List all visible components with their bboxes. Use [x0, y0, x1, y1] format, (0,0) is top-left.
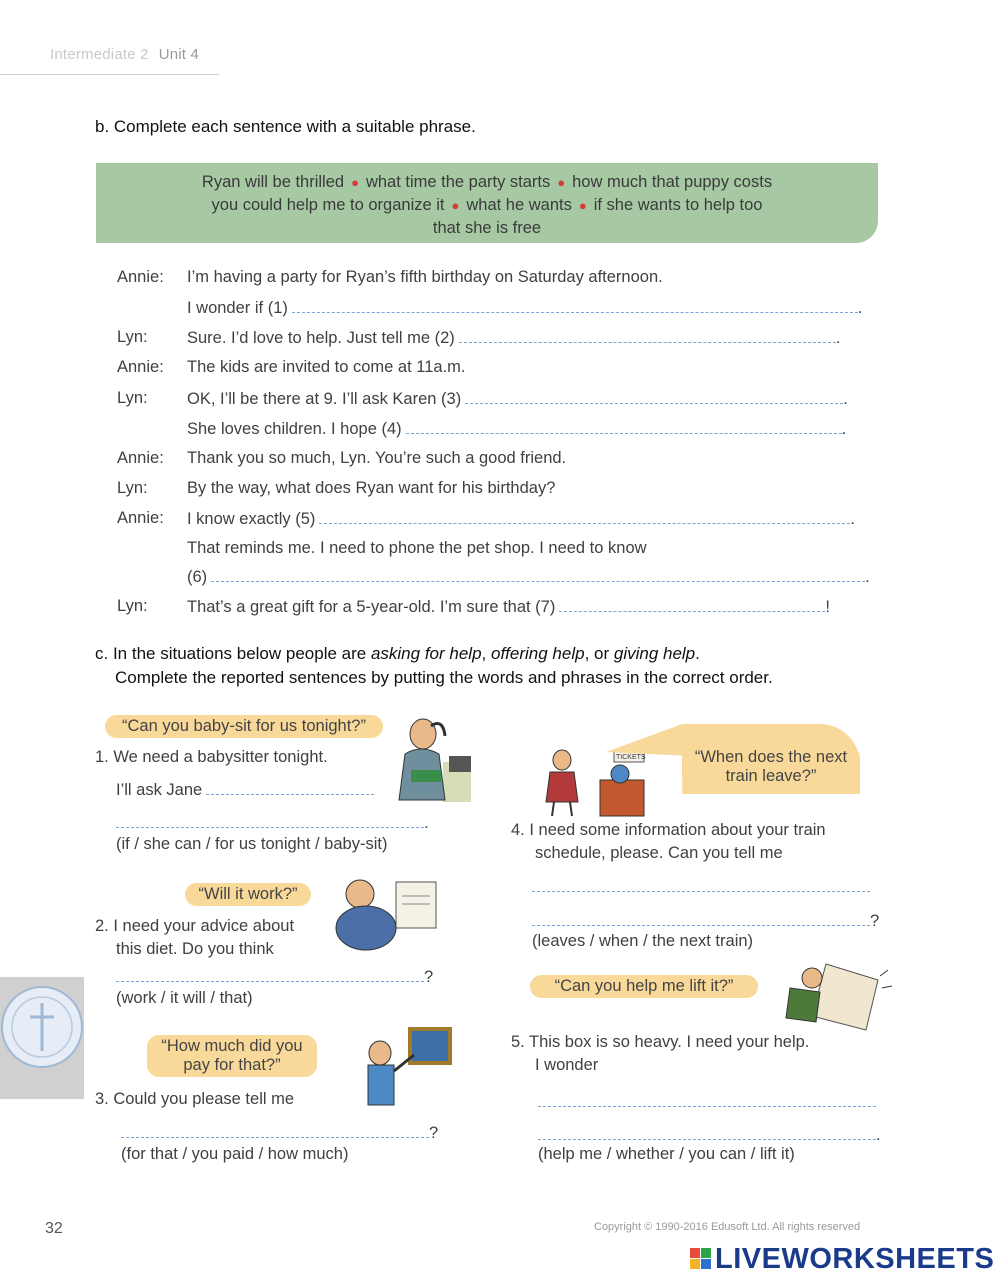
answer-blank-5[interactable]	[319, 509, 850, 524]
answer-blank-2[interactable]	[459, 328, 836, 343]
title-italic: offering help	[490, 644, 585, 663]
punct: ?	[429, 1124, 439, 1142]
answer-blank-7[interactable]	[559, 597, 825, 612]
brand-text: LIVEWORKSHEETS	[715, 1243, 995, 1275]
item-4-line1	[532, 877, 870, 897]
answer-blank-4[interactable]	[406, 419, 842, 434]
page-header	[50, 46, 199, 63]
speaker: Lyn:	[117, 328, 148, 346]
item-2-text: 2. I need your advice about	[95, 917, 295, 935]
section-c-title	[95, 644, 700, 664]
liveworksheets-logo[interactable]	[690, 1243, 994, 1276]
item-3-hint: (for that / you paid / how much)	[121, 1145, 349, 1163]
punct: .	[850, 510, 855, 528]
item-4-lead: schedule, please. Can you tell me	[535, 844, 783, 862]
answer-blank-c3[interactable]	[121, 1123, 429, 1138]
punct: .	[424, 814, 429, 832]
item-4-hint: (leaves / when / the next train)	[532, 932, 754, 950]
punct: ?	[870, 912, 880, 930]
phrase: you could help me to organize it	[211, 196, 445, 214]
phrase-box: Ryan will be thrilled ● what time the party starts ● how much that puppy costs you could help me to organize it ● what he wants ● if she wants to help too that she is free	[96, 163, 878, 243]
logo-grid-icon	[690, 1248, 712, 1270]
line-text: That reminds me. I need to phone the pet shop. I need to know	[187, 539, 647, 557]
section-b-title: b. Complete each sentence with a suitable phrase.	[95, 117, 476, 136]
speaker: Annie:	[117, 268, 164, 286]
punct: .	[835, 329, 841, 347]
line-text: I wonder if (1)	[187, 299, 288, 317]
line-text: She loves children. I hope (4)	[187, 420, 402, 438]
line-text: (6)	[187, 568, 208, 586]
phrase: what he wants	[466, 196, 572, 214]
line-text: Thank you so much, Lyn. You’re such a good friend.	[187, 449, 567, 467]
title-text: c. In the situations below people are	[95, 644, 371, 663]
title-italic: giving help	[613, 644, 696, 663]
line-text: By the way, what does Ryan want for his birthday?	[187, 479, 556, 497]
item-4-line2	[532, 911, 879, 931]
copyright: Copyright © 1990-2016 Edusoft Ltd. All rights reserved	[594, 1221, 861, 1233]
title-italic: asking for help	[370, 644, 482, 663]
item-1-hint: (if / she can / for us tonight / baby-sit)	[116, 835, 388, 853]
phrase: Ryan will be thrilled	[201, 173, 345, 191]
item-2-hint: (work / it will / that)	[116, 989, 253, 1007]
line-text: That’s a great gift for a 5-year-old. I’m sure that (7)	[187, 598, 556, 616]
answer-blank-c5b[interactable]	[538, 1125, 876, 1140]
answer-blank-c5a[interactable]	[538, 1092, 876, 1107]
line-text: I’m having a party for Ryan’s fifth birthday on Saturday afternoon.	[187, 268, 663, 286]
line-text: OK, I’ll be there at 9. I’ll ask Karen (3)	[187, 390, 462, 408]
item-5-text: 5. This box is so heavy. I need your help.	[511, 1033, 810, 1051]
lead-text: I’ll ask Jane	[116, 781, 203, 799]
phrase: that she is free	[432, 219, 542, 237]
speaker: Annie:	[117, 509, 164, 527]
item-5-line1	[538, 1092, 876, 1112]
answer-blank-3[interactable]	[465, 389, 843, 404]
punct: .	[865, 568, 870, 586]
speaker: Lyn:	[117, 597, 148, 615]
item-5-line2	[538, 1125, 881, 1145]
answer-blank-1[interactable]	[292, 298, 858, 313]
answer-blank-c4b[interactable]	[532, 911, 870, 926]
phrase: how much that puppy costs	[572, 173, 773, 191]
speaker: Lyn:	[117, 389, 148, 407]
man-with-diet-chart-illustration	[330, 874, 440, 954]
speech-bubble-4: “When does the next train leave?”	[682, 746, 860, 788]
ticket-booth-illustration	[540, 722, 660, 818]
speech-bubble-5: “Can you help me lift it?”	[530, 975, 758, 998]
phrase: what time the party starts	[365, 173, 551, 191]
speech-bubble-1: “Can you baby-sit for us tonight?”	[105, 715, 383, 738]
answer-blank-c4a[interactable]	[532, 877, 870, 892]
phrase: if she wants to help too	[593, 196, 763, 214]
level-label: Intermediate 2	[50, 46, 149, 63]
man-on-phone-illustration	[385, 712, 485, 804]
speaker: Annie:	[117, 358, 164, 376]
title-text: , or	[584, 644, 614, 663]
title-text: ,	[481, 644, 491, 663]
speaker: Annie:	[117, 449, 164, 467]
answer-blank-6[interactable]	[211, 567, 865, 582]
man-lifting-box-illustration	[760, 958, 894, 1032]
punct: !	[825, 598, 830, 616]
seal-emblem	[0, 977, 84, 1099]
punct: .	[876, 1126, 881, 1144]
line-text: The kids are invited to come at 11a.m.	[187, 358, 466, 376]
item-1-lead	[116, 780, 374, 800]
line-text: Sure. I’d love to help. Just tell me (2)	[187, 329, 455, 347]
item-2-lead: this diet. Do you think	[116, 940, 274, 958]
punct: .	[857, 299, 863, 317]
man-with-painting-illustration	[350, 1025, 458, 1113]
header-divider	[0, 74, 219, 75]
item-3-line	[121, 1123, 438, 1143]
item-5-hint: (help me / whether / you can / lift it)	[538, 1145, 795, 1163]
punct: ?	[424, 968, 434, 986]
item-5-lead: I wonder	[535, 1056, 599, 1074]
item-1-text: 1. We need a babysitter tonight.	[95, 748, 328, 766]
section-c-subtitle: Complete the reported sentences by putting the words and phrases in the correct order.	[115, 668, 773, 687]
unit-label: Unit 4	[158, 46, 200, 63]
university-seal	[0, 977, 84, 1099]
punct: .	[841, 420, 847, 438]
answer-blank-c2[interactable]	[116, 967, 424, 982]
item-3-text: 3. Could you please tell me	[95, 1090, 295, 1108]
speech-bubble-2: “Will it work?”	[185, 883, 311, 906]
line-text: I know exactly (5)	[187, 510, 316, 528]
speech-bubble-3: “How much did you pay for that?”	[147, 1035, 317, 1077]
answer-blank-c1b[interactable]	[116, 813, 424, 828]
item-4-text: 4. I need some information about your train	[511, 821, 826, 839]
item-2-line	[116, 967, 433, 987]
speaker: Lyn:	[117, 479, 148, 497]
page-number: 32	[45, 1220, 63, 1237]
title-text: .	[695, 644, 700, 663]
tickets-sign: TICKETS	[616, 754, 646, 761]
punct: .	[843, 390, 848, 408]
item-1-line2	[116, 813, 429, 833]
answer-blank-c1a[interactable]	[206, 780, 374, 795]
